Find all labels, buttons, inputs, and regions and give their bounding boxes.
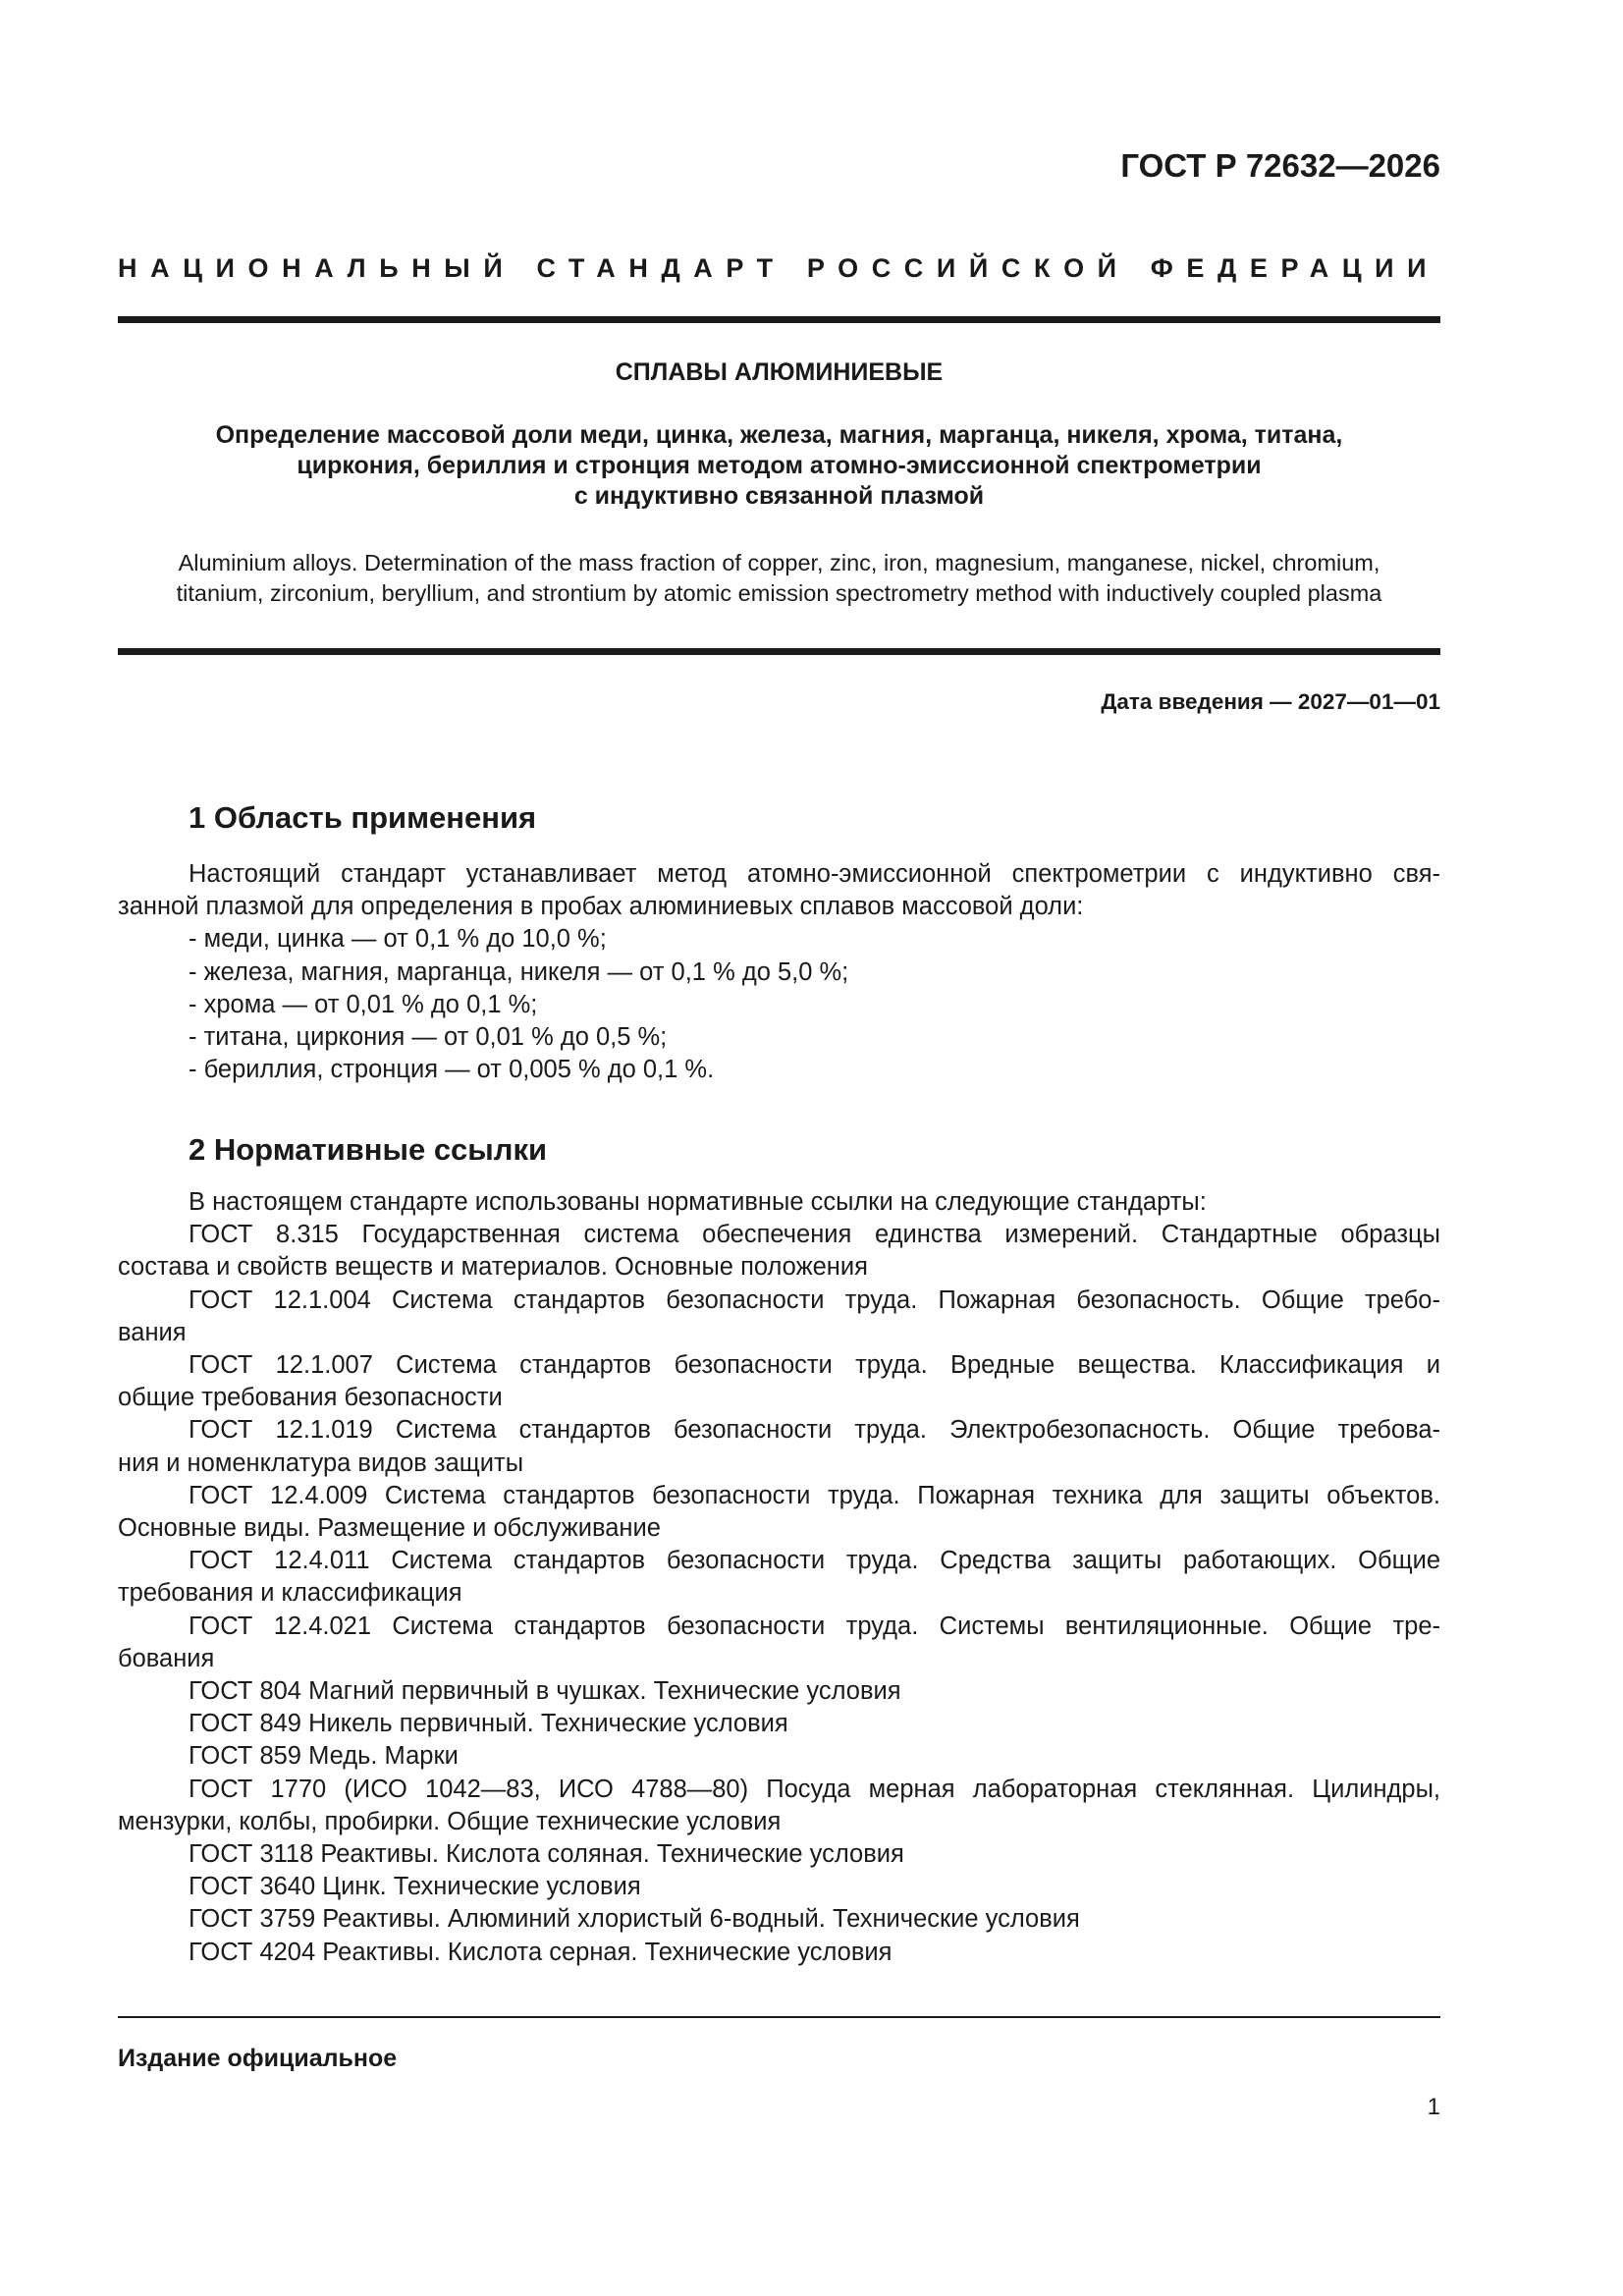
reference-line: ГОСТ 12.4.011 Система стандартов безопасности труда. Средства защиты работающих. Общие xyxy=(189,1547,1440,1575)
reference-line: ния и номенклатура видов защиты xyxy=(118,1449,524,1477)
edition-label: Издание официальное xyxy=(118,2045,398,2072)
reference-line: ГОСТ 804 Магний первичный в чушках. Технические условия xyxy=(189,1677,901,1706)
main-title: СПЛАВЫ АЛЮМИНИЕВЫЕ xyxy=(615,358,944,386)
reference-line: мензурки, колбы, пробирки. Общие технические условия xyxy=(118,1807,782,1835)
reference-line: ГОСТ 12.4.021 Система стандартов безопасности труда. Системы вентиляционные. Общие тре- xyxy=(189,1612,1440,1640)
reference-line: общие требования безопасности xyxy=(118,1384,503,1412)
reference-line: ГОСТ 12.1.019 Система стандартов безопасности труда. Электробезопасность. Общие требова- xyxy=(189,1416,1440,1445)
paragraph-line: занной плазмой для определения в пробах алюминиевых сплавов массовой доли: xyxy=(118,893,1084,921)
reference-line: состава и свойств веществ и материалов. Основные положения xyxy=(118,1253,868,1282)
subtitle-line: Определение массовой доли меди, цинка, железа, магния, марганца, никеля, хрома, титана, xyxy=(215,421,1343,449)
reference-line: ГОСТ 8.315 Государственная система обеспечения единства измерений. Стандартные образцы xyxy=(189,1221,1440,1249)
english-title-line: Aluminium alloys. Determination of the mass fraction of copper, zinc, iron, magnesium, manganese, nickel, chromium, xyxy=(178,550,1380,575)
list-item: - бериллия, стронция — от 0,005 % до 0,1 %. xyxy=(189,1056,715,1084)
national-standard-banner: НАЦИОНАЛЬНЫЙ СТАНДАРТ РОССИЙСКОЙ ФЕДЕРАЦИИ xyxy=(118,253,1440,283)
section-heading-references: 2 Нормативные ссылки xyxy=(189,1132,548,1167)
section-body-references xyxy=(118,1186,1440,1969)
reference-line: ГОСТ 3640 Цинк. Технические условия xyxy=(189,1873,641,1901)
subtitle-line: циркония, бериллия и стронция методом атомно-эмиссионной спектрометрии xyxy=(297,452,1262,479)
introduction-date: Дата введения — 2027—01—01 xyxy=(1101,689,1440,714)
english-title-line: titanium, zirconium, beryllium, and strontium by atomic emission spectrometry method with inductively coupled plasma xyxy=(176,580,1382,606)
list-item: - хрома — от 0,01 % до 0,1 %; xyxy=(189,990,538,1018)
document-code: ГОСТ Р 72632—2026 xyxy=(1120,147,1440,184)
reference-line: ГОСТ 859 Медь. Марки xyxy=(189,1742,459,1771)
document-page xyxy=(118,0,1440,2296)
list-item: - меди, цинка — от 0,1 % до 10,0 %; xyxy=(189,925,607,954)
list-item: - железа, магния, марганца, никеля — от 0,1 % до 5,0 %; xyxy=(189,957,849,986)
top-divider xyxy=(118,316,1440,323)
reference-line: ГОСТ 12.1.004 Система стандартов безопасности труда. Пожарная безопасность. Общие требо- xyxy=(189,1285,1440,1314)
reference-line: ГОСТ 3118 Реактивы. Кислота соляная. Технические условия xyxy=(189,1840,904,1869)
page-number: 1 xyxy=(1427,2094,1440,2120)
reference-line: ГОСТ 12.4.009 Система стандартов безопасности труда. Пожарная техника для защиты объектов. xyxy=(189,1481,1440,1509)
footer-divider xyxy=(118,2016,1440,2018)
reference-line: ГОСТ 849 Никель первичный. Технические условия xyxy=(189,1710,788,1738)
reference-line: вания xyxy=(118,1318,187,1346)
reference-line: Основные виды. Размещение и обслуживание xyxy=(118,1514,661,1543)
reference-line: В настоящем стандарте использованы нормативные ссылки на следующие стандарты: xyxy=(189,1188,1207,1216)
paragraph-line: Настоящий стандарт устанавливает метод атомно-эмиссионной спектрометрии с индуктивно свя- xyxy=(189,860,1440,888)
reference-line: бования xyxy=(118,1644,215,1672)
reference-line: ГОСТ 12.1.007 Система стандартов безопасности труда. Вредные вещества. Классификация и xyxy=(189,1351,1440,1380)
reference-line: ГОСТ 4204 Реактивы. Кислота серная. Технические условия xyxy=(189,1938,893,1966)
reference-line: ГОСТ 1770 (ИСО 1042—83, ИСО 4788—80) Посуда мерная лабораторная стеклянная. Цилиндры, xyxy=(189,1775,1440,1803)
section-body-scope xyxy=(118,858,1440,1086)
reference-line: требования и классификация xyxy=(118,1579,462,1608)
list-item: - титана, циркония — от 0,01 % до 0,5 %; xyxy=(189,1023,668,1052)
english-title xyxy=(118,548,1440,609)
subtitle xyxy=(118,420,1440,512)
section-heading-scope: 1 Область применения xyxy=(189,800,537,835)
subtitle-line: с индуктивно связанной плазмой xyxy=(573,482,985,510)
reference-line: ГОСТ 3759 Реактивы. Алюминий хлористый 6-водный. Технические условия xyxy=(189,1905,1080,1934)
title-divider xyxy=(118,648,1440,655)
